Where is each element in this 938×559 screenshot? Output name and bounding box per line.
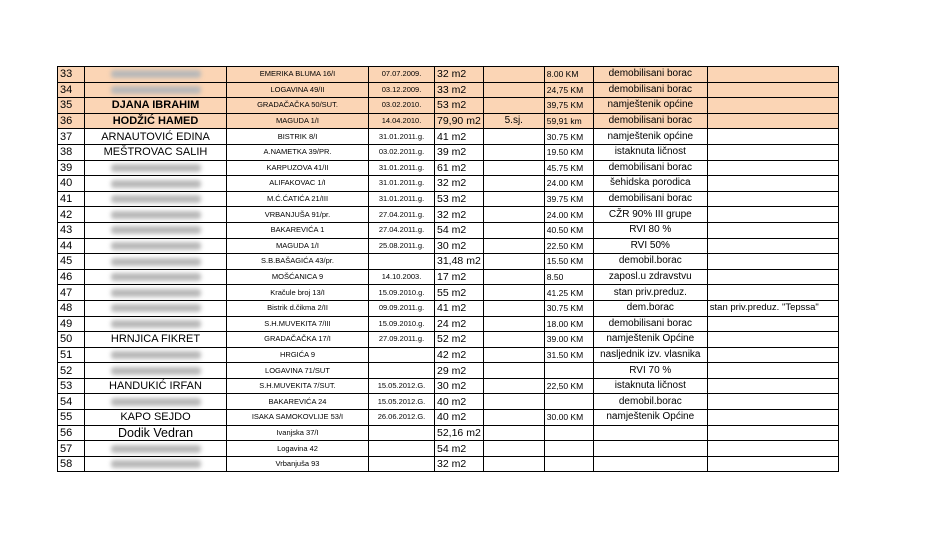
address-cell: S.H.MUVEKITA 7/SUT. (227, 378, 369, 394)
redacted-name-blur (111, 211, 201, 219)
name-cell: DJANA IBRAHIM (85, 98, 227, 114)
area-cell: 55 m2 (435, 285, 484, 301)
status-cell: demobilisani borac (593, 82, 707, 98)
name-cell (85, 363, 227, 379)
address-cell: MAGUDA 1/I (227, 238, 369, 254)
area-cell: 53 m2 (435, 191, 484, 207)
address-cell: ISAKA SAMOKOVLIJE 53/I (227, 410, 369, 426)
note-cell (707, 176, 838, 192)
status-cell: RVI 80 % (593, 222, 707, 238)
redacted-name-blur (111, 180, 201, 188)
floor-cell (483, 378, 544, 394)
floor-cell (483, 254, 544, 270)
name-cell (85, 254, 227, 270)
floor-cell (483, 160, 544, 176)
note-cell (707, 410, 838, 426)
amount-cell: 30.00 KM (544, 410, 593, 426)
row-number-cell: 44 (58, 238, 85, 254)
note-cell (707, 129, 838, 145)
name-cell (85, 441, 227, 457)
area-cell: 40 m2 (435, 394, 484, 410)
date-cell: 15.09.2010.g. (369, 285, 435, 301)
address-cell: MAGUDA 1/I (227, 113, 369, 129)
redacted-name-blur (111, 242, 201, 250)
area-cell: 30 m2 (435, 378, 484, 394)
address-cell: A.NAMETKA 39/PR. (227, 144, 369, 160)
table-row (58, 363, 839, 379)
name-cell (85, 238, 227, 254)
area-cell: 41 m2 (435, 129, 484, 145)
address-cell: M.Ć.ĆATIĆA 21/III (227, 191, 369, 207)
amount-cell: 22.50 KM (544, 238, 593, 254)
name-cell (85, 316, 227, 332)
row-number-cell: 49 (58, 316, 85, 332)
housing-allocation-table (57, 66, 839, 472)
redacted-name-blur (111, 70, 201, 78)
name-cell (85, 285, 227, 301)
date-cell: 09.09.2011.g. (369, 300, 435, 316)
area-cell: 32 m2 (435, 456, 484, 472)
row-number-cell: 56 (58, 425, 85, 441)
table-body (58, 67, 839, 472)
floor-cell (483, 176, 544, 192)
amount-cell (544, 441, 593, 457)
row-number-cell: 54 (58, 394, 85, 410)
row-number-cell: 41 (58, 191, 85, 207)
table-row (58, 394, 839, 410)
area-cell: 17 m2 (435, 269, 484, 285)
address-cell: ALIFAKOVAC 1/I (227, 176, 369, 192)
amount-cell: 24.00 KM (544, 207, 593, 223)
table-row (58, 456, 839, 472)
date-cell: 03.12.2009. (369, 82, 435, 98)
status-cell: namještenik Općine (593, 410, 707, 426)
date-cell: 14.10.2003. (369, 269, 435, 285)
address-cell: LOGAVINA 71/SUT (227, 363, 369, 379)
note-cell (707, 67, 838, 83)
area-cell: 32 m2 (435, 207, 484, 223)
status-cell (593, 425, 707, 441)
note-cell (707, 456, 838, 472)
name-cell (85, 160, 227, 176)
row-number-cell: 40 (58, 176, 85, 192)
name-cell (85, 456, 227, 472)
row-number-cell: 46 (58, 269, 85, 285)
table-row (58, 347, 839, 363)
address-cell: LOGAVINA 49/II (227, 82, 369, 98)
status-cell: demobilisani borac (593, 316, 707, 332)
amount-cell: 59,91 km (544, 113, 593, 129)
address-cell: HRGIĆA 9 (227, 347, 369, 363)
date-cell: 03.02.2011.g. (369, 144, 435, 160)
amount-cell (544, 425, 593, 441)
floor-cell (483, 67, 544, 83)
address-cell: Kračule broj 13/I (227, 285, 369, 301)
table-row (58, 254, 839, 270)
name-cell (85, 347, 227, 363)
redacted-name-blur (111, 195, 201, 203)
address-cell: GRADAČAČKA 50/SUT. (227, 98, 369, 114)
floor-cell (483, 269, 544, 285)
status-cell (593, 456, 707, 472)
address-cell: BISTRIK 8/I (227, 129, 369, 145)
amount-cell: 22,50 KM (544, 378, 593, 394)
area-cell: 33 m2 (435, 82, 484, 98)
name-cell (85, 176, 227, 192)
status-cell: CŽR 90% III grupe (593, 207, 707, 223)
row-number-cell: 53 (58, 378, 85, 394)
floor-cell (483, 363, 544, 379)
redacted-name-blur (111, 86, 201, 94)
table-row (58, 378, 839, 394)
table-row (58, 269, 839, 285)
status-cell: demobilisani borac (593, 67, 707, 83)
status-cell (593, 441, 707, 457)
address-cell: BAKAREVIĆA 24 (227, 394, 369, 410)
amount-cell: 8.50 (544, 269, 593, 285)
row-number-cell: 34 (58, 82, 85, 98)
row-number-cell: 38 (58, 144, 85, 160)
note-cell (707, 98, 838, 114)
date-cell: 31.01.2011.g. (369, 191, 435, 207)
date-cell: 25.08.2011.g. (369, 238, 435, 254)
floor-cell (483, 425, 544, 441)
name-cell: KAPO SEJDO (85, 410, 227, 426)
address-cell: EMERIKA BLUMA 16/I (227, 67, 369, 83)
table-row (58, 425, 839, 441)
status-cell: demobilisani borac (593, 191, 707, 207)
table-row (58, 160, 839, 176)
area-cell: 53 m2 (435, 98, 484, 114)
date-cell (369, 441, 435, 457)
note-cell (707, 254, 838, 270)
note-cell (707, 222, 838, 238)
address-cell: Bistrik d.čikma 2/II (227, 300, 369, 316)
amount-cell: 40.50 KM (544, 222, 593, 238)
amount-cell: 24.00 KM (544, 176, 593, 192)
note-cell (707, 316, 838, 332)
amount-cell: 39.75 KM (544, 191, 593, 207)
area-cell: 52 m2 (435, 332, 484, 348)
table-row (58, 191, 839, 207)
amount-cell: 41.25 KM (544, 285, 593, 301)
amount-cell: 19.50 KM (544, 144, 593, 160)
area-cell: 31,48 m2 (435, 254, 484, 270)
table-row (58, 316, 839, 332)
row-number-cell: 58 (58, 456, 85, 472)
floor-cell (483, 441, 544, 457)
row-number-cell: 35 (58, 98, 85, 114)
area-cell: 61 m2 (435, 160, 484, 176)
row-number-cell: 55 (58, 410, 85, 426)
status-cell: demobilisani borac (593, 160, 707, 176)
table-row (58, 332, 839, 348)
amount-cell: 45.75 KM (544, 160, 593, 176)
table-row (58, 410, 839, 426)
status-cell: nasljednik izv. vlasnika (593, 347, 707, 363)
date-cell (369, 254, 435, 270)
area-cell: 32 m2 (435, 67, 484, 83)
name-cell: MEŠTROVAC SALIH (85, 144, 227, 160)
row-number-cell: 37 (58, 129, 85, 145)
amount-cell: 24,75 KM (544, 82, 593, 98)
address-cell: Vrbanjuša 93 (227, 456, 369, 472)
row-number-cell: 48 (58, 300, 85, 316)
redacted-name-blur (111, 164, 201, 172)
redacted-name-blur (111, 460, 201, 468)
date-cell (369, 363, 435, 379)
floor-cell (483, 332, 544, 348)
status-cell: demobil.borac (593, 394, 707, 410)
amount-cell: 8.00 KM (544, 67, 593, 83)
table-row (58, 113, 839, 129)
name-cell: HANDUKIĆ IRFAN (85, 378, 227, 394)
status-cell: zaposl.u zdravstvu (593, 269, 707, 285)
row-number-cell: 57 (58, 441, 85, 457)
date-cell: 14.04.2010. (369, 113, 435, 129)
name-cell (85, 207, 227, 223)
floor-cell (483, 144, 544, 160)
row-number-cell: 51 (58, 347, 85, 363)
name-cell (85, 269, 227, 285)
date-cell: 26.06.2012.G. (369, 410, 435, 426)
table-row (58, 176, 839, 192)
floor-cell (483, 98, 544, 114)
status-cell: istaknuta ličnost (593, 378, 707, 394)
name-cell (85, 300, 227, 316)
status-cell: namještenik općine (593, 129, 707, 145)
date-cell (369, 456, 435, 472)
amount-cell (544, 394, 593, 410)
date-cell: 27.04.2011.g. (369, 207, 435, 223)
redacted-name-blur (111, 258, 201, 266)
date-cell: 15.05.2012.G. (369, 378, 435, 394)
redacted-name-blur (111, 226, 201, 234)
floor-cell (483, 129, 544, 145)
row-number-cell: 33 (58, 67, 85, 83)
address-cell: VRBANJUŠA 91/pr. (227, 207, 369, 223)
row-number-cell: 39 (58, 160, 85, 176)
note-cell: stan priv.preduz. "Tepssa" (707, 300, 838, 316)
note-cell (707, 144, 838, 160)
floor-cell (483, 82, 544, 98)
table-row (58, 300, 839, 316)
floor-cell: 5.sj. (483, 113, 544, 129)
address-cell: S.B.BAŠAGIĆA 43/pr. (227, 254, 369, 270)
date-cell: 07.07.2009. (369, 67, 435, 83)
area-cell: 54 m2 (435, 222, 484, 238)
table-row (58, 207, 839, 223)
floor-cell (483, 316, 544, 332)
floor-cell (483, 191, 544, 207)
status-cell: stan priv.preduz. (593, 285, 707, 301)
table-row (58, 285, 839, 301)
status-cell: šehidska porodica (593, 176, 707, 192)
row-number-cell: 43 (58, 222, 85, 238)
floor-cell (483, 285, 544, 301)
date-cell (369, 425, 435, 441)
area-cell: 79,90 m2 (435, 113, 484, 129)
row-number-cell: 36 (58, 113, 85, 129)
redacted-name-blur (111, 398, 201, 406)
area-cell: 41 m2 (435, 300, 484, 316)
note-cell (707, 207, 838, 223)
area-cell: 30 m2 (435, 238, 484, 254)
name-cell (85, 67, 227, 83)
table-row (58, 144, 839, 160)
status-cell: demobil.borac (593, 254, 707, 270)
note-cell (707, 285, 838, 301)
row-number-cell: 45 (58, 254, 85, 270)
redacted-name-blur (111, 445, 201, 453)
area-cell: 24 m2 (435, 316, 484, 332)
area-cell: 40 m2 (435, 410, 484, 426)
name-cell: HODŽIĆ HAMED (85, 113, 227, 129)
area-cell: 54 m2 (435, 441, 484, 457)
address-cell: GRADAČAČKA 17/I (227, 332, 369, 348)
amount-cell: 31.50 KM (544, 347, 593, 363)
floor-cell (483, 222, 544, 238)
address-cell: Logavina 42 (227, 441, 369, 457)
amount-cell (544, 456, 593, 472)
floor-cell (483, 207, 544, 223)
note-cell (707, 425, 838, 441)
name-cell (85, 394, 227, 410)
area-cell: 39 m2 (435, 144, 484, 160)
address-cell: S.H.MUVEKITA 7/III (227, 316, 369, 332)
note-cell (707, 378, 838, 394)
address-cell: BAKAREVIĆA 1 (227, 222, 369, 238)
redacted-name-blur (111, 304, 201, 312)
status-cell: RVI 70 % (593, 363, 707, 379)
area-cell: 32 m2 (435, 176, 484, 192)
amount-cell: 39.00 KM (544, 332, 593, 348)
table-row (58, 129, 839, 145)
name-cell (85, 222, 227, 238)
floor-cell (483, 456, 544, 472)
date-cell (369, 347, 435, 363)
area-cell: 29 m2 (435, 363, 484, 379)
status-cell: dem.borac (593, 300, 707, 316)
redacted-name-blur (111, 351, 201, 359)
amount-cell: 39,75 KM (544, 98, 593, 114)
name-cell (85, 191, 227, 207)
amount-cell: 30.75 KM (544, 129, 593, 145)
table-row (58, 82, 839, 98)
floor-cell (483, 347, 544, 363)
redacted-name-blur (111, 273, 201, 281)
date-cell: 27.04.2011.g. (369, 222, 435, 238)
date-cell: 27.09.2011.g. (369, 332, 435, 348)
note-cell (707, 191, 838, 207)
address-cell: Ivanjska 37/I (227, 425, 369, 441)
note-cell (707, 82, 838, 98)
redacted-name-blur (111, 289, 201, 297)
status-cell: istaknuta ličnost (593, 144, 707, 160)
note-cell (707, 238, 838, 254)
date-cell: 31.01.2011.g. (369, 160, 435, 176)
note-cell (707, 441, 838, 457)
note-cell (707, 394, 838, 410)
floor-cell (483, 300, 544, 316)
name-cell: ARNAUTOVIĆ EDINA (85, 129, 227, 145)
row-number-cell: 50 (58, 332, 85, 348)
address-cell: KARPUZOVA 41/II (227, 160, 369, 176)
row-number-cell: 52 (58, 363, 85, 379)
note-cell (707, 269, 838, 285)
redacted-name-blur (111, 320, 201, 328)
name-cell: Dodik Vedran (85, 425, 227, 441)
table-row (58, 98, 839, 114)
amount-cell (544, 363, 593, 379)
date-cell: 15.05.2012.G. (369, 394, 435, 410)
amount-cell: 15.50 KM (544, 254, 593, 270)
note-cell (707, 363, 838, 379)
date-cell: 03.02.2010. (369, 98, 435, 114)
floor-cell (483, 394, 544, 410)
date-cell: 31.01.2011.g. (369, 176, 435, 192)
floor-cell (483, 238, 544, 254)
name-cell (85, 82, 227, 98)
note-cell (707, 347, 838, 363)
amount-cell: 18.00 KM (544, 316, 593, 332)
name-cell: HRNJICA FIKRET (85, 332, 227, 348)
status-cell: RVI 50% (593, 238, 707, 254)
date-cell: 31.01.2011.g. (369, 129, 435, 145)
status-cell: namještenik općine (593, 98, 707, 114)
redacted-name-blur (111, 367, 201, 375)
note-cell (707, 332, 838, 348)
row-number-cell: 47 (58, 285, 85, 301)
table-row (58, 222, 839, 238)
table-row (58, 238, 839, 254)
address-cell: MOŠĆANICA 9 (227, 269, 369, 285)
status-cell: namještenik Općine (593, 332, 707, 348)
status-cell: demobilisani borac (593, 113, 707, 129)
note-cell (707, 113, 838, 129)
table-row (58, 67, 839, 83)
area-cell: 52,16 m2 (435, 425, 484, 441)
date-cell: 15.09.2010.g. (369, 316, 435, 332)
table-row (58, 441, 839, 457)
amount-cell: 30.75 KM (544, 300, 593, 316)
floor-cell (483, 410, 544, 426)
row-number-cell: 42 (58, 207, 85, 223)
area-cell: 42 m2 (435, 347, 484, 363)
note-cell (707, 160, 838, 176)
